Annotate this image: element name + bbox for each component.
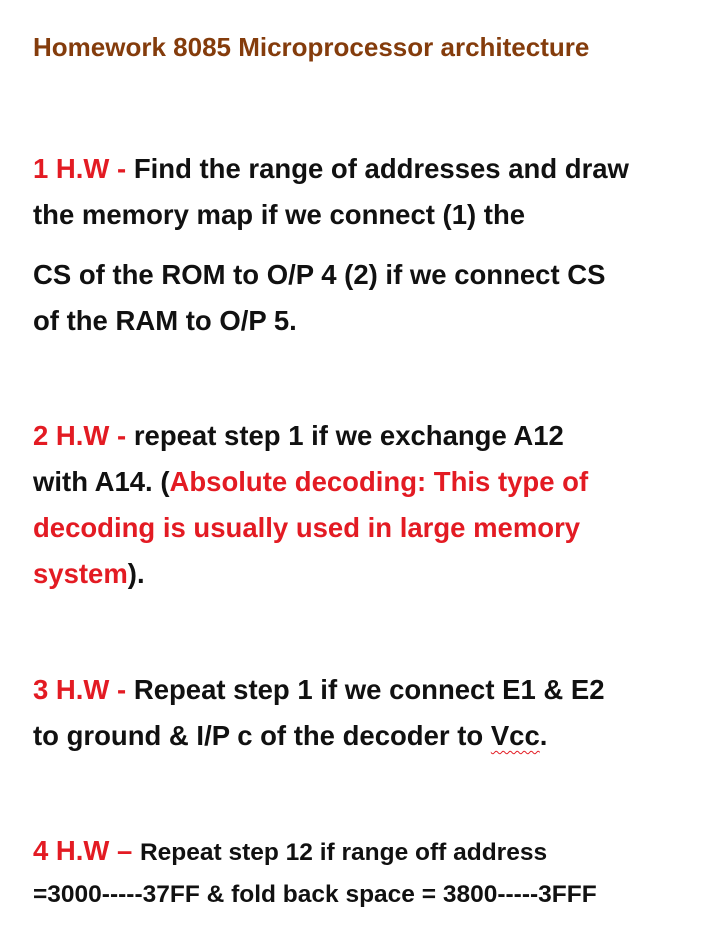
homework-1-line-3: CS of the ROM to O/P 4 (2) if we connect CS	[33, 259, 606, 290]
homework-2-label: 2 H.W -	[33, 420, 134, 451]
homework-4-label: 4 H.W –	[33, 835, 140, 866]
page-title: Homework 8085 Microprocessor architecture	[33, 32, 590, 62]
homework-2-line-1: 2 H.W - repeat step 1 if we exchange A12	[33, 420, 564, 451]
homework-2-line-3: decoding is usually used in large memory	[33, 512, 581, 543]
homework-2-line-4: system).	[33, 558, 145, 589]
homework-1	[33, 146, 703, 238]
homework-3-line-1: 3 H.W - Repeat step 1 if we connect E1 & E2	[33, 674, 605, 705]
homework-1-line-4: of the RAM to O/P 5.	[33, 305, 297, 336]
homework-2	[33, 413, 703, 597]
homework-1-line-2: the memory map if we connect (1) the	[33, 199, 526, 230]
homework-1-continued	[33, 252, 703, 344]
absolute-decoding-note: Absolute decoding: This type of	[169, 466, 589, 497]
homework-3-label: 3 H.W -	[33, 674, 134, 705]
homework-3	[33, 667, 703, 759]
homework-4	[33, 830, 703, 916]
homework-4-line-1: 4 H.W – Repeat step 12 if range off address	[33, 835, 548, 866]
homework-2-line-2: with A14. (Absolute decoding: This type of	[33, 466, 589, 497]
homework-4-line-2: =3000-----37FF & fold back space = 3800-----3FFF	[33, 881, 597, 908]
homework-1-label: 1 H.W -	[33, 153, 134, 184]
spellcheck-underline: Vcc	[490, 720, 540, 751]
homework-1-line-1: 1 H.W - Find the range of addresses and draw	[33, 153, 629, 184]
homework-3-line-2: to ground & I/P c of the decoder to Vcc.	[33, 720, 548, 751]
